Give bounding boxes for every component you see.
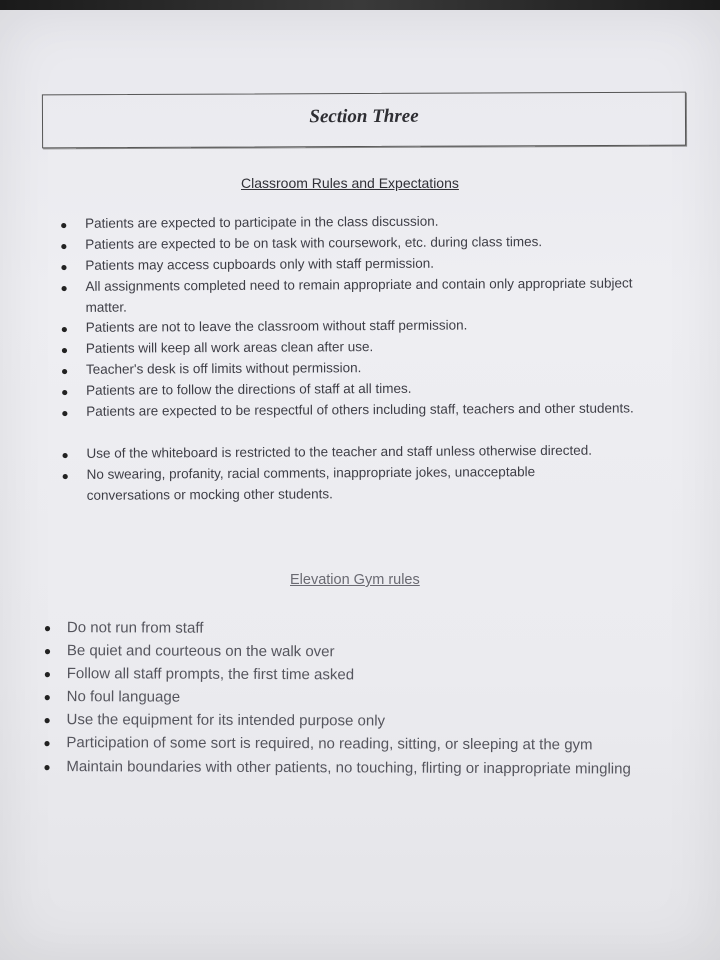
bullet-icon: ● <box>43 713 51 728</box>
list-item: ● Patients are to follow the directions of staff at all times. <box>61 380 412 400</box>
document-page <box>0 10 720 960</box>
list-item: ● Participation of some sort is required, no reading, sitting, or sleeping at the gym <box>43 734 593 754</box>
list-item: ● Maintain boundaries with other patients, no touching, flirting or inappropriate mingling <box>43 757 631 778</box>
list-item: ● Patients are expected to be on task with coursework, etc. during class times. <box>60 233 543 253</box>
list-item: ● No swearing, profanity, racial comments, inappropriate jokes, unacceptable conversations or mocking other students. <box>61 463 536 503</box>
list-item: ● Teacher's desk is off limits without permission. <box>60 360 362 379</box>
bullet-icon: ● <box>61 405 69 421</box>
bullet-icon: ● <box>60 259 68 274</box>
classroom-rules-list <box>58 210 700 506</box>
list-item: ● Follow all staff prompts, the first time asked <box>43 665 355 684</box>
bullet-icon: ● <box>43 644 52 659</box>
bullet-icon: ● <box>60 217 68 232</box>
bullet-icon: ● <box>61 447 69 462</box>
list-item: ● No foul language <box>43 688 181 706</box>
bullet-icon: ● <box>43 667 52 682</box>
list-item: ● Patients are expected to be respectful of others including staff, teachers and other students. <box>61 400 634 421</box>
list-item: ● Be quiet and courteous on the walk over <box>43 642 335 661</box>
bullet-icon: ● <box>43 759 51 774</box>
bullet-icon: ● <box>60 280 68 295</box>
list-item: ● Patients are not to leave the classroom without staff permission. <box>60 317 468 337</box>
bullet-icon: ● <box>61 468 69 483</box>
classroom-rules-heading: Classroom Rules and Expectations <box>241 175 459 191</box>
list-item: ● Do not run from staff <box>43 619 204 637</box>
list-item: ● Patients are expected to participate in the class discussion. <box>60 213 439 232</box>
gym-rules-heading: Elevation Gym rules <box>290 572 420 588</box>
list-item: ● Use the equipment for its intended purpose only <box>43 711 386 730</box>
list-item: ● Patients will keep all work areas clean after use. <box>60 339 374 358</box>
section-title-box <box>42 92 686 149</box>
list-item: ● Patients may access cupboards only with staff permission. <box>60 255 435 274</box>
list-item: ● Use of the whiteboard is restricted to the teacher and staff unless otherwise directed. <box>61 442 593 462</box>
bullet-icon: ● <box>60 238 68 253</box>
bullet-icon: ● <box>60 343 69 358</box>
bullet-icon: ● <box>60 322 68 337</box>
bullet-icon: ● <box>43 736 51 751</box>
bullet-icon: ● <box>43 621 52 636</box>
section-title: Section Three <box>309 105 419 128</box>
list-item: ● All assignments completed need to remain appropriate and contain only appropriate subject matter. <box>60 275 633 315</box>
bullet-icon: ● <box>43 690 51 705</box>
gym-rules-list <box>41 616 712 781</box>
bullet-icon: ● <box>60 364 69 379</box>
bullet-icon: ● <box>61 385 69 400</box>
